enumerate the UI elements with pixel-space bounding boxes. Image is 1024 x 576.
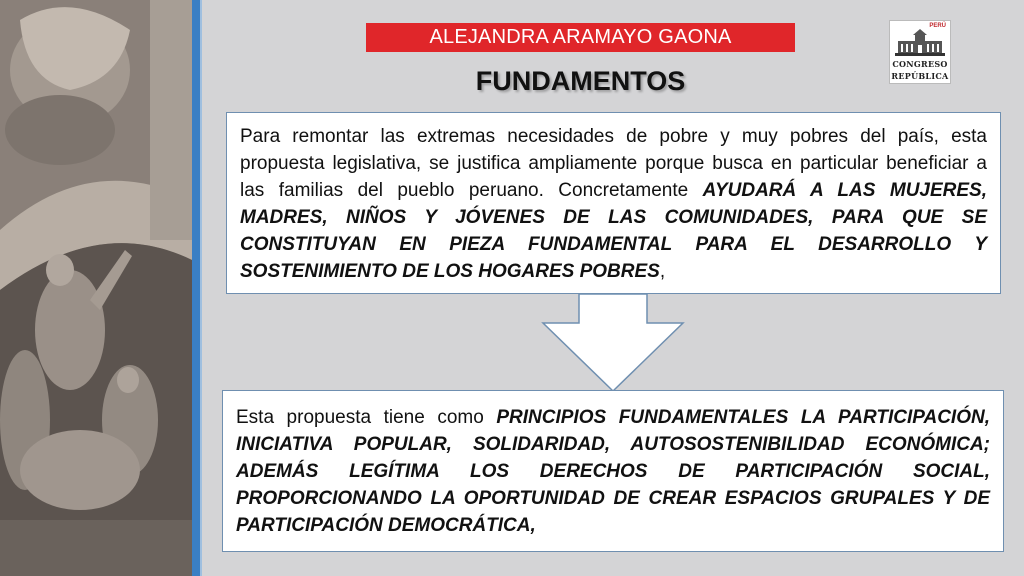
principles-emphasis: PRINCIPIOS FUNDAMENTALES LA PARTICIPACIÓN, INICIATIVA POPULAR, SOLIDARIDAD, AUTOSOSTENIBILIDAD ECONÓMICA; ADEMÁS LEGÍTIMA LOS DERECHOS DE PARTICIPACIÓN SOCIAL, PROPORCIONANDO LA OPORTUNIDAD DE CREAR ESPACIOS GRUPALES Y DE PARTICIPACIÓN DEMOCRÁTICA, [236, 407, 990, 536]
justification-text-box [226, 112, 1001, 294]
principles-text: Esta propuesta tiene como [236, 407, 497, 428]
justification-emphasis: AYUDARÁ A LAS MUJERES, MADRES, NIÑOS Y JÓVENES DE LAS COMUNIDADES, PARA QUE SE CONSTITUYAN EN PIEZA FUNDAMENTAL PARA EL DESARROLLO Y SOSTENIMIENTO DE LOS HOGARES POBRES [240, 180, 988, 282]
logo-line-republica: REPÚBLICA [891, 71, 949, 81]
accent-bar-edge [200, 0, 202, 576]
congress-building-icon [895, 27, 945, 57]
logo-line-congreso: CONGRESO [892, 59, 948, 69]
congress-logo [889, 20, 951, 84]
logo-country-label: PERÚ [929, 23, 946, 29]
author-name-banner: ALEJANDRA ARAMAYO GAONA [366, 23, 795, 52]
sculpture-illustration [0, 0, 192, 576]
slide-title: FUNDAMENTOS [475, 66, 686, 96]
principles-text-box [222, 390, 1004, 552]
justification-end: , [659, 261, 666, 282]
down-arrow-icon [541, 293, 685, 393]
sculpture-photo [0, 0, 192, 576]
accent-bar [192, 0, 200, 576]
justification-text: Para remontar las extremas necesidades de pobre y muy pobres del país, esta propuesta legislativa, se justifica ampliamente porque busca en particular beneficiar a las familias del pueblo peruano. Concretamente [240, 126, 987, 201]
